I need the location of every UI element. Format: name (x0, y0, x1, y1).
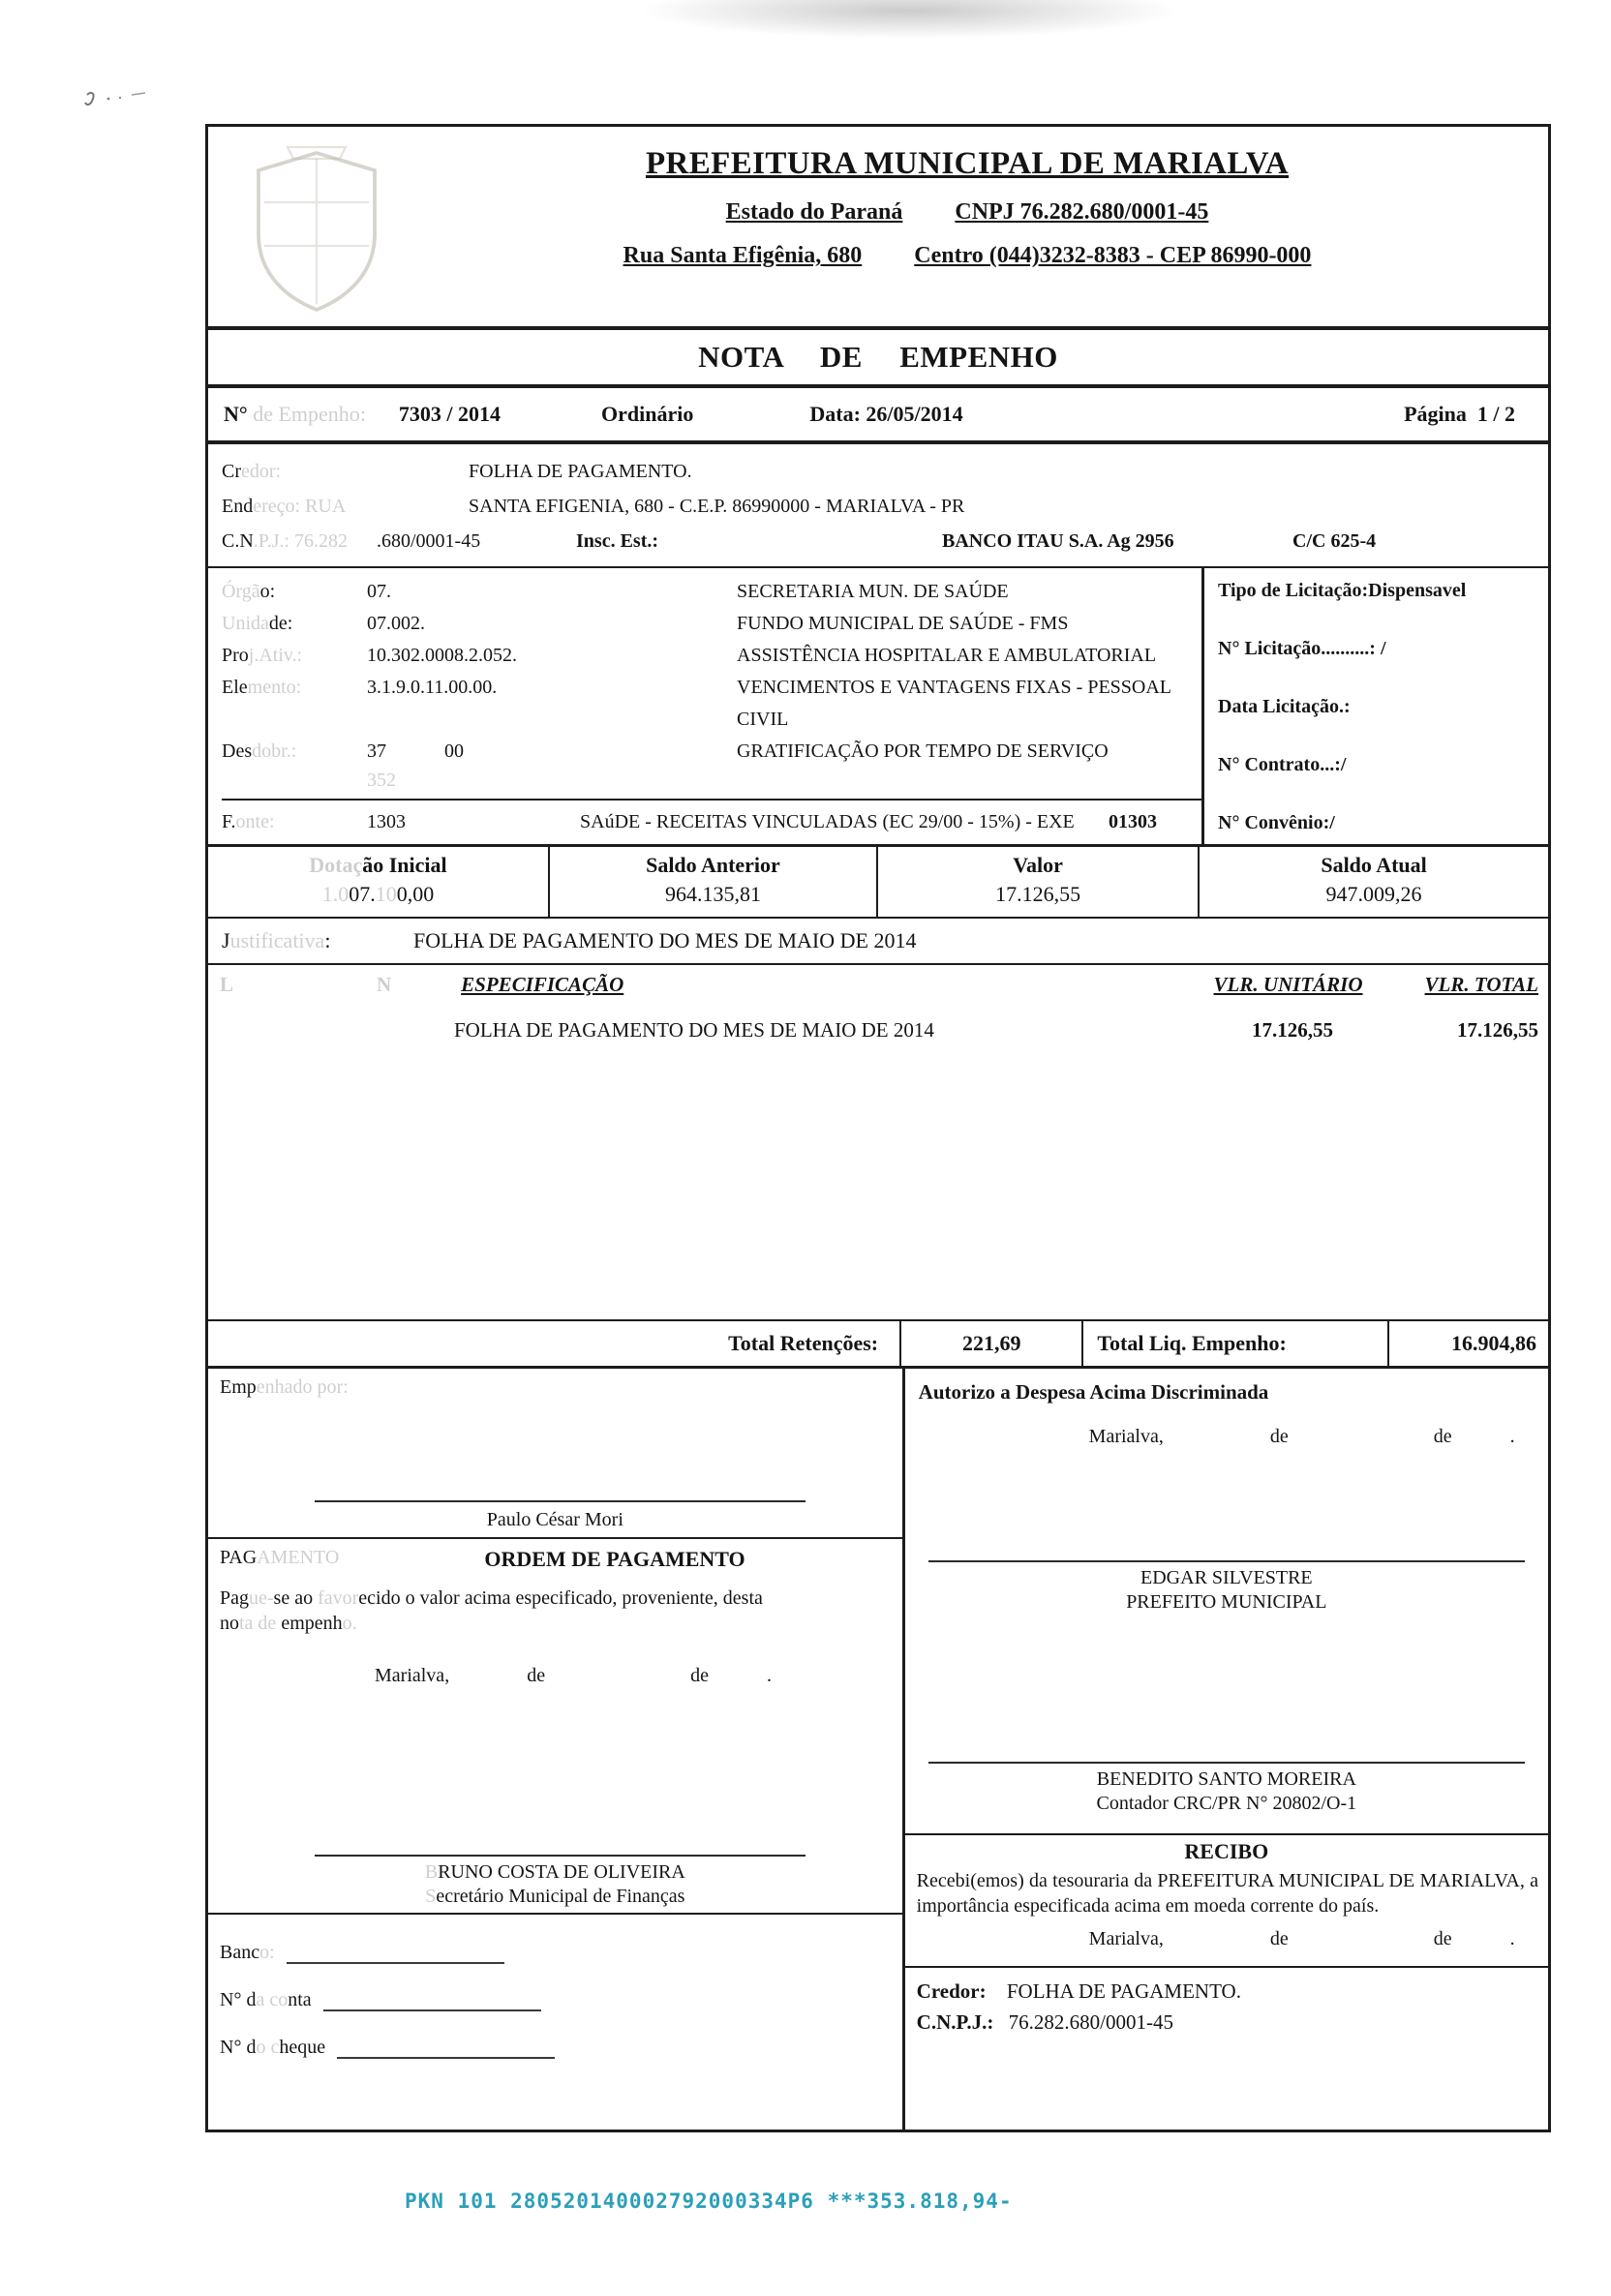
accountant-name: BENEDITO SANTO MOREIRA (1096, 1768, 1356, 1790)
vlr-unitario-column-header: VLR. UNITÁRIO (1213, 973, 1363, 996)
spec-description: FOLHA DE PAGAMENTO DO MES DE MAIO DE 2014 (454, 1018, 934, 1042)
cheque-blank-line (337, 2039, 555, 2059)
district-phone-cep-label: Centro (044)3232-8383 - CEP 86990-000 (914, 243, 1312, 268)
pen-mark (81, 89, 149, 122)
total-retencoes-label: Total Retenções: (728, 1331, 879, 1355)
valor-value: 17.126,55 (995, 882, 1081, 906)
recibo-block (905, 1833, 1548, 1950)
creditor-block (208, 444, 1548, 568)
municipal-crest-logo (229, 138, 404, 320)
header-line-3 (404, 243, 1531, 269)
recibo-text: Recebi(emos) da tesouraria da PREFEITURA MUNICIPAL DE MARIALVA, a importância especificada acima em moeda corrente do país. (916, 1870, 1538, 1917)
cnpj-partial-value: .680/0001-45 (377, 530, 481, 552)
numero-contrato: N° Contrato...:/ (1218, 754, 1347, 775)
header-line-2 (404, 199, 1531, 226)
creditor-footer-block (905, 1966, 1548, 2047)
ordem-de-pagamento-block (208, 1539, 902, 1915)
account-blank-line (323, 1992, 541, 2011)
saldo-atual-value: 947.009,26 (1325, 882, 1422, 906)
crest-icon (244, 144, 389, 318)
accountant-role: Contador CRC/PR N° 20802/O-1 (1096, 1793, 1357, 1814)
totals-row (208, 1319, 1548, 1369)
right-signature-column (905, 1369, 1548, 2130)
creditor-address-line (222, 489, 1535, 524)
state-registration-label: Insc. Est.: (576, 530, 659, 552)
historico-label: Justificativa: (222, 928, 331, 952)
creditor-value: FOLHA DE PAGAMENTO. (469, 461, 692, 482)
total-retencoes-value: 221,69 (899, 1321, 1081, 1366)
valor-cell: Valor 17.126,55 (878, 847, 1200, 917)
document-title: NOTA DE EMPENHO (698, 340, 1058, 374)
signature-line (928, 1762, 1525, 1764)
cheque-number-label: N° do cheque (220, 2037, 326, 2058)
empenho-number-value: 7303 / 2014 (398, 402, 502, 426)
total-liq-value: 16.904,86 (1387, 1321, 1548, 1366)
cnpj-footer-label: C.N.P.J.: (916, 2010, 994, 2034)
cheque-number-field (220, 2037, 891, 2059)
fonte-row: F.onte: 1303 SAúDE - RECEITAS VINCULADAS (EC 29/00 - 15%) - EXE 01303 (222, 799, 1201, 838)
mayor-role: PREFEITO MUNICIPAL (1126, 1591, 1327, 1613)
accountant-signature-block (905, 1762, 1548, 1816)
creditor-footer-value: FOLHA DE PAGAMENTO. (1006, 1979, 1241, 2003)
dotacao-inicial-value: 1.007.100,00 (321, 882, 435, 906)
account-number-label: N° da conta (220, 1989, 312, 2010)
budget-classification (208, 568, 1201, 844)
saldo-atual-cell: Saldo Atual 947.009,26 (1200, 847, 1548, 917)
specification-header (208, 965, 1548, 1003)
finance-secretary-signature: BRUNO COSTA DE OLIVEIRA Secretário Municipal de Finanças (424, 1861, 685, 1907)
tipo-licitacao: Tipo de Licitação:Dispensavel (1218, 580, 1467, 601)
budget-detail-block (208, 568, 1548, 844)
meta-row (208, 388, 1548, 444)
left-signature-column (208, 1369, 905, 2130)
saldo-anterior-value: 964.135,81 (664, 882, 761, 906)
page-indicator: Página 1 / 2 (1404, 402, 1515, 426)
mayor-signature-block (905, 1560, 1548, 1615)
creditor-footer-label: Credor: (916, 1979, 987, 2003)
especificacao-column-header: ESPECIFICAÇÃO (461, 973, 624, 996)
nota-de-empenho-form (205, 124, 1551, 2132)
bank-label: Banco: (220, 1942, 275, 1963)
total-liq-label: Total Liq. Empenho: (1081, 1321, 1387, 1366)
orgao-row: Órgão: 07. SECRETARIA MUN. DE SAÚDE (222, 581, 1009, 602)
licitacao-panel (1201, 568, 1548, 844)
ordem-instruction-text: Pague-se ao favorecido o valor acima especificado, proveniente, desta nota de empenho. (220, 1587, 763, 1634)
ficha-row: 352 (367, 770, 396, 791)
creditor-name-line (222, 454, 1535, 489)
programa-row: Proj.Ativ.: 10.302.0008.2.052. ASSISTÊNCIA HOSPITALAR E AMBULATORIAL (222, 645, 1157, 666)
vlr-total-column-header: VLR. TOTAL (1424, 973, 1538, 996)
specification-empty-space (208, 1042, 1548, 1319)
fonte-code-value: 01303 (1109, 811, 1157, 832)
empenho-type-value: Ordinário (601, 402, 694, 426)
empenho-number-label: N° de Empenho: (224, 402, 366, 426)
balance-table (208, 844, 1548, 919)
mayor-name: EDGAR SILVESTRE (1140, 1567, 1313, 1588)
dotacao-inicial-cell: Dotação Inicial 1.007.100,00 (208, 847, 550, 917)
creditor-cnpj-line (222, 524, 1535, 559)
historico-value: FOLHA DE PAGAMENTO DO MES DE MAIO DE 2014 (413, 928, 917, 952)
signature-line (315, 1500, 806, 1502)
signer-name: Paulo César Mori (486, 1509, 623, 1530)
empenho-date: Data: 26/05/2014 (809, 402, 963, 426)
specification-table (208, 965, 1548, 1319)
address-value: SANTA EFIGENIA, 680 - C.E.P. 86990000 - MARIALVA - PR (469, 496, 965, 517)
authorization-title: Autorizo a Despesa Acima Discriminada (918, 1380, 1269, 1404)
scanner-smudge-artifact (639, 0, 1181, 39)
bank-field (220, 1942, 891, 1964)
empenhado-por-label: Empenhado por: (220, 1376, 349, 1398)
city-date-line: Marialva, de de . (1088, 1928, 1515, 1949)
cnpj-label: CNPJ 76.282.680/0001-45 (955, 199, 1209, 225)
saldo-anterior-cell: Saldo Anterior 964.135,81 (550, 847, 878, 917)
bank-validation-print: PKN 101 280520140002792000334P6 ***353.818,94- (405, 2190, 1013, 2213)
recibo-title: RECIBO (1184, 1839, 1269, 1863)
signature-line (315, 1855, 806, 1857)
empenhado-por-block (208, 1369, 902, 1539)
document-header (208, 127, 1548, 326)
cnpj-footer-value: 76.282.680/0001-45 (1008, 2010, 1173, 2034)
bank-blank-line (287, 1945, 504, 1964)
city-date-line: Marialva, de de . (1088, 1426, 1515, 1447)
account-value: C/C 625-4 (1292, 530, 1377, 552)
numero-convenio: N° Convênio:/ (1218, 812, 1335, 833)
ordem-header (220, 1547, 891, 1572)
desdobramento-row: Desdobr.: 37 00 GRATIFICAÇÃO POR TEMPO DE SERVIÇO (222, 740, 1109, 762)
item-column-header: L (220, 973, 234, 996)
unidade-row: Unidade: 07.002. FUNDO MUNICIPAL DE SAÚDE - FMS (222, 613, 1069, 634)
bank-agency-value: BANCO ITAU S.A. Ag 2956 (942, 530, 1174, 552)
signature-line (928, 1560, 1525, 1562)
ordem-title: ORDEM DE PAGAMENTO (484, 1547, 745, 1571)
elemento-row: Elemento: 3.1.9.0.11.00.00. VENCIMENTOS E VANTAGENS FIXAS - PESSOAL CIVIL (222, 677, 1171, 730)
spec-total-value: 17.126,55 (1457, 1018, 1538, 1042)
account-number-field (220, 1989, 891, 2011)
historico-row (208, 919, 1548, 965)
signatures-section (208, 1369, 1548, 2130)
bank-fields-block (208, 1915, 902, 2130)
cnpj-field-label: C.N.P.J.: 76.282 (222, 530, 349, 552)
address-label: Rua Santa Efigênia, 680 (623, 243, 863, 268)
creditor-label: Credor: (222, 461, 282, 482)
numero-licitacao: N° Licitação..........: / (1218, 638, 1386, 659)
qty-column-header: N (377, 973, 392, 996)
spec-unit-value: 17.126,55 (1252, 1018, 1333, 1042)
document-title-bar (208, 326, 1548, 388)
specification-row (208, 1003, 1548, 1042)
estado-label: Estado do Paraná (725, 199, 903, 225)
city-date-line: Marialva, de de . (375, 1665, 772, 1686)
data-licitacao: Data Licitação.: (1218, 696, 1351, 717)
entity-title: PREFEITURA MUNICIPAL DE MARIALVA (645, 146, 1290, 181)
pagamento-label: PAGAMENTO (220, 1547, 340, 1568)
address-field-label: Endereço: RUA (222, 496, 347, 517)
